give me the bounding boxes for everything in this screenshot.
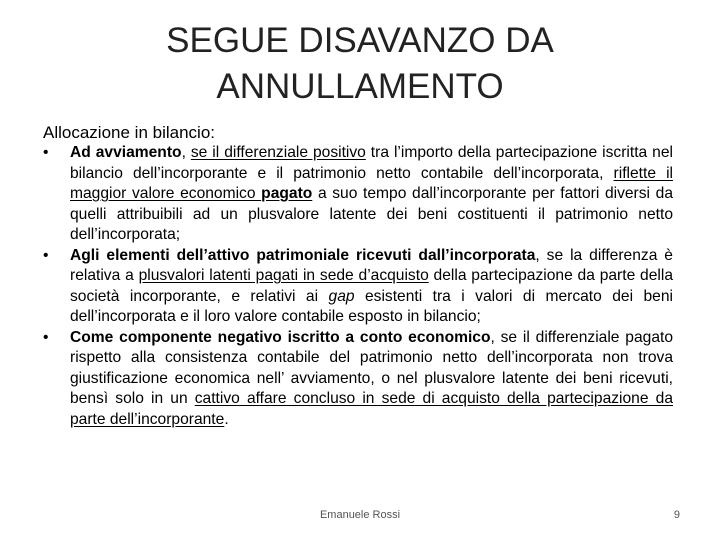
title-line-1: SEGUE DISAVANZO DA — [166, 21, 554, 60]
italic-run: gap — [328, 287, 355, 305]
footer-author: Emanuele Rossi — [319, 509, 401, 521]
bullet-avviamento — [43, 143, 673, 246]
slide-title — [120, 18, 600, 110]
underlined-run: cattivo affare concluso in sede di acquisto della partecipazione da parte dell’incorporante — [70, 390, 673, 428]
bullet-heading: Ad avviamento — [70, 144, 182, 161]
bullet-mark: • — [43, 246, 49, 264]
text-run: tra l’importo della partecipazione iscritta nel bilancio dell’incorporante e il patrimonio netto contabile dell’incorporata, — [70, 144, 673, 182]
bullet-heading: Come componente negativo iscritto a conto economico — [70, 328, 491, 346]
bullet-elementi-attivo — [43, 246, 673, 328]
text-run: della partecipazione da parte della società incorporante, e relativi ai — [70, 267, 673, 305]
text-run: . — [224, 410, 229, 428]
bullet-mark: • — [43, 328, 49, 346]
intro-text: Allocazione in bilancio: — [43, 123, 215, 142]
text-run: , — [181, 144, 191, 161]
bullet-mark: • — [43, 144, 49, 161]
bullet-text — [70, 328, 673, 431]
underlined-run: riflette il maggior valore economico — [70, 164, 674, 202]
text-run: , se la differenza è relativa a — [70, 246, 673, 284]
page-number: 9 — [673, 509, 680, 521]
bullet-heading: Agli elementi dell’attivo patrimoniale ricevuti dall’incorporata — [70, 246, 536, 264]
text-run: esistenti tra i valori di mercato dei beni dell’incorporata e il loro valore contabile esposto in bilancio; — [70, 287, 673, 325]
underlined-run: plusvalori latenti pagati in sede d’acquisto — [138, 267, 429, 284]
underlined-run: se il differenziale positivo — [190, 144, 366, 161]
text-run: , se il differenziale pagato rispetto alla consistenza contabile del patrimonio netto dell’incorporata non trova giustificazione economica nell’ avviamento, o nel plusvalore latente dei beni ricevuti, bensì solo in un — [70, 328, 673, 407]
bullet-text — [70, 143, 673, 246]
bullet-list — [43, 143, 673, 430]
text-run: a suo tempo dall’incorporante per fattori diversi da quelli attribuibili ad un plusvalore latente dei beni costituenti il patrimonio netto dell’incorporata; — [70, 185, 674, 243]
title-line-2: ANNULLAMENTO — [216, 67, 504, 106]
bullet-componente-negativo — [43, 328, 673, 431]
bullet-text — [70, 246, 673, 328]
bold-underlined-run: pagato — [261, 185, 313, 202]
